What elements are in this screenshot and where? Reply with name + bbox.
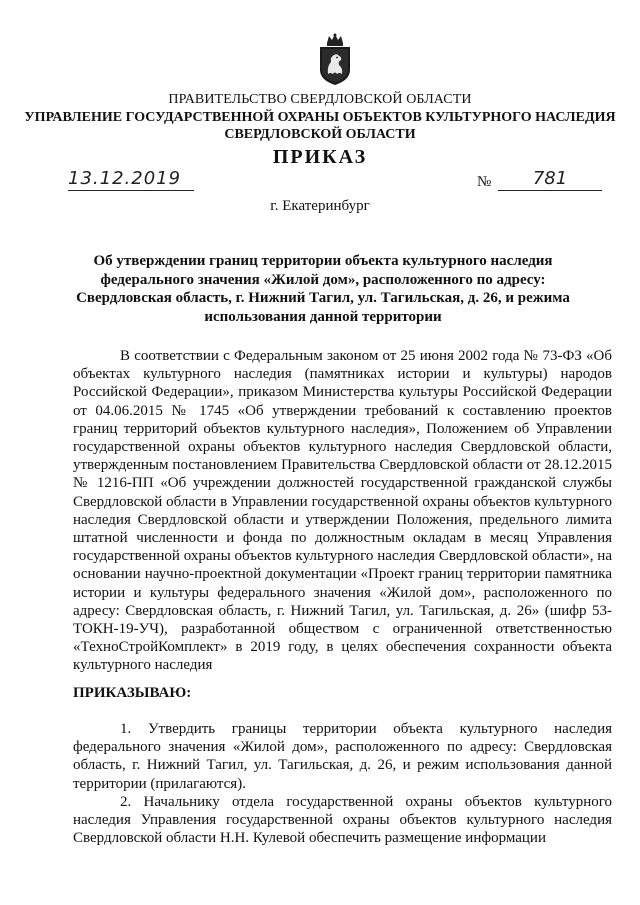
- order-date: 13.12.2019: [68, 168, 182, 189]
- date-underline: [68, 190, 194, 191]
- department-name: [0, 109, 640, 143]
- item-number: 2.: [120, 794, 132, 810]
- item-text: Начальнику отдела государственной охраны объектов культурного наследия Управления государственной охраны объектов культурного наследия Свердловской области Н.Н. Кулевой обеспечить размещение информации: [73, 794, 613, 847]
- order-item-1: [73, 720, 612, 793]
- coat-of-arms-icon: [317, 32, 353, 86]
- city-name: г. Екатеринбург: [270, 198, 370, 214]
- number-underline: [498, 190, 602, 191]
- number-label: №: [477, 174, 492, 190]
- item-text: Утвердить границы территории объекта культурного наследия федерального значения «Жилой дом», расположенного по адресу: Свердловская область, г. Нижний Тагил, ул. Тагильская, д. 26, и режим использования данной территории (прилагаются).: [73, 721, 612, 792]
- preamble-paragraph: В соответствии с Федеральным законом от 25 июня 2002 года № 73-ФЗ «Об объектах культурного наследия (памятниках истории и культуры) народов Российской Федерации», приказом Министерства культуры Российской Федерации от 04.06.2015 № 1745 «Об утверждении требований к составлению проектов границ территорий объектов культурного наследия», Положением об Управлении государственной охраны объектов культурного наследия Свердловской области, утвержденным постановлением Правительства Свердловской области от 28.12.2015 № 1216-ПП «Об учреждении должностей государственной гражданской службы Свердловской области в Управлении государственной охраны объектов культурного наследия Свердловской области и утверждении Положения, предельного лимита штатной численности и фонда по должностным окладам в месяц Управления государственной охраны объектов культурного наследия Свердловской области», на основании научно-проектной документации «Проект границ территории памятника истории и культуры федерального значения «Жилой дом», расположенного по адресу: Свердловская область, г. Нижний Тагил, ул. Тагильская, д. 26» (шифр 53-ТОКН-19-УЧ), разработанной обществом с ограниченной ответственностью «ТехноСтройКомплект» в 2019 году, в целях обеспечения сохранности объекта культурного наследия: [73, 348, 612, 674]
- department-name-line-1: УПРАВЛЕНИЕ ГОСУДАРСТВЕННОЙ ОХРАНЫ ОБЪЕКТОВ КУЛЬТУРНОГО НАСЛЕДИЯ: [24, 110, 616, 125]
- document-type: ПРИКАЗ: [272, 146, 368, 168]
- item-number: 1.: [120, 721, 132, 737]
- order-title: Об утверждении границ территории объекта культурного наследия федерального значения «Жилой дом», расположенного по адресу: Свердловская область, г. Нижний Тагил, ул. Тагильская, д. 26, и режима использования данной территории: [76, 253, 570, 325]
- department-name-line-2: СВЕРДЛОВСКОЙ ОБЛАСТИ: [224, 127, 416, 142]
- government-name: ПРАВИТЕЛЬСТВО СВЕРДЛОВСКОЙ ОБЛАСТИ: [168, 92, 472, 107]
- order-directive-heading: ПРИКАЗЫВАЮ:: [73, 685, 192, 701]
- order-number: 781: [532, 168, 568, 189]
- order-item-2: [73, 793, 612, 848]
